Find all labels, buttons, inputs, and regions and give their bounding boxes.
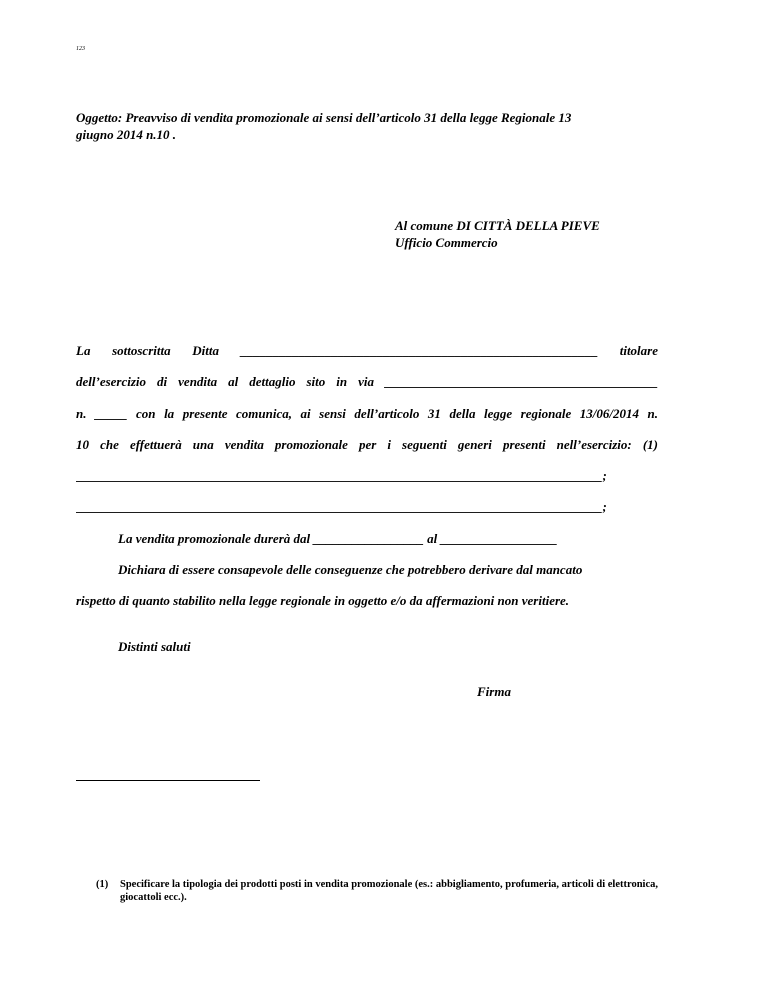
body-line-2: dell’esercizio di vendita al dettaglio sito in via __________________________________________ xyxy=(76,374,658,389)
closing-greeting: Distinti saluti xyxy=(118,639,191,654)
blank-line-2: _________________________________________________________________________________; xyxy=(76,499,607,514)
subject xyxy=(76,109,676,143)
footnote-text: Specificare la tipologia dei prodotti posti in vendita promozionale (es.: abbigliamento, profumeria, articoli di elettronica, giocattoli ecc.). xyxy=(120,879,658,903)
duration-line: La vendita promozionale durerà dal _________________ al __________________ xyxy=(118,531,558,546)
footnote-marker: (1) xyxy=(96,879,109,890)
body-line-4: 10 che effettuerà una vendita promozionale per i seguenti generi presenti nell’esercizio: (1) xyxy=(76,437,658,452)
declaration-line-2: rispetto di quanto stabilito nella legge regionale in oggetto e/o da affermazioni non veritiere. xyxy=(76,593,570,608)
footnote-separator xyxy=(76,780,260,781)
blank-line-1: _________________________________________________________________________________; xyxy=(76,468,607,483)
recipient-line-2: Ufficio Commercio xyxy=(395,235,498,250)
body-line-1: La sottoscritta Ditta _______________________________________________________ titolare xyxy=(76,343,658,358)
recipient-line-1: Al comune DI CITTÀ DELLA PIEVE xyxy=(395,218,600,233)
recipient-block xyxy=(395,217,600,251)
subject-line-1: Oggetto: Preavviso di vendita promozionale ai sensi dell’articolo 31 della legge Regionale 13 xyxy=(76,110,572,125)
footnote xyxy=(96,878,676,904)
signature-label: Firma xyxy=(477,684,511,699)
body-line-3: n. _____ con la presente comunica, ai sensi dell’articolo 31 della legge regionale 13/06/2014 n. xyxy=(76,406,658,421)
subject-line-2: giugno 2014 n.10 . xyxy=(76,127,177,142)
page-number: 123 xyxy=(76,46,85,52)
declaration-line-1: Dichiara di essere consapevole delle conseguenze che potrebbero derivare dal mancato xyxy=(118,562,583,577)
